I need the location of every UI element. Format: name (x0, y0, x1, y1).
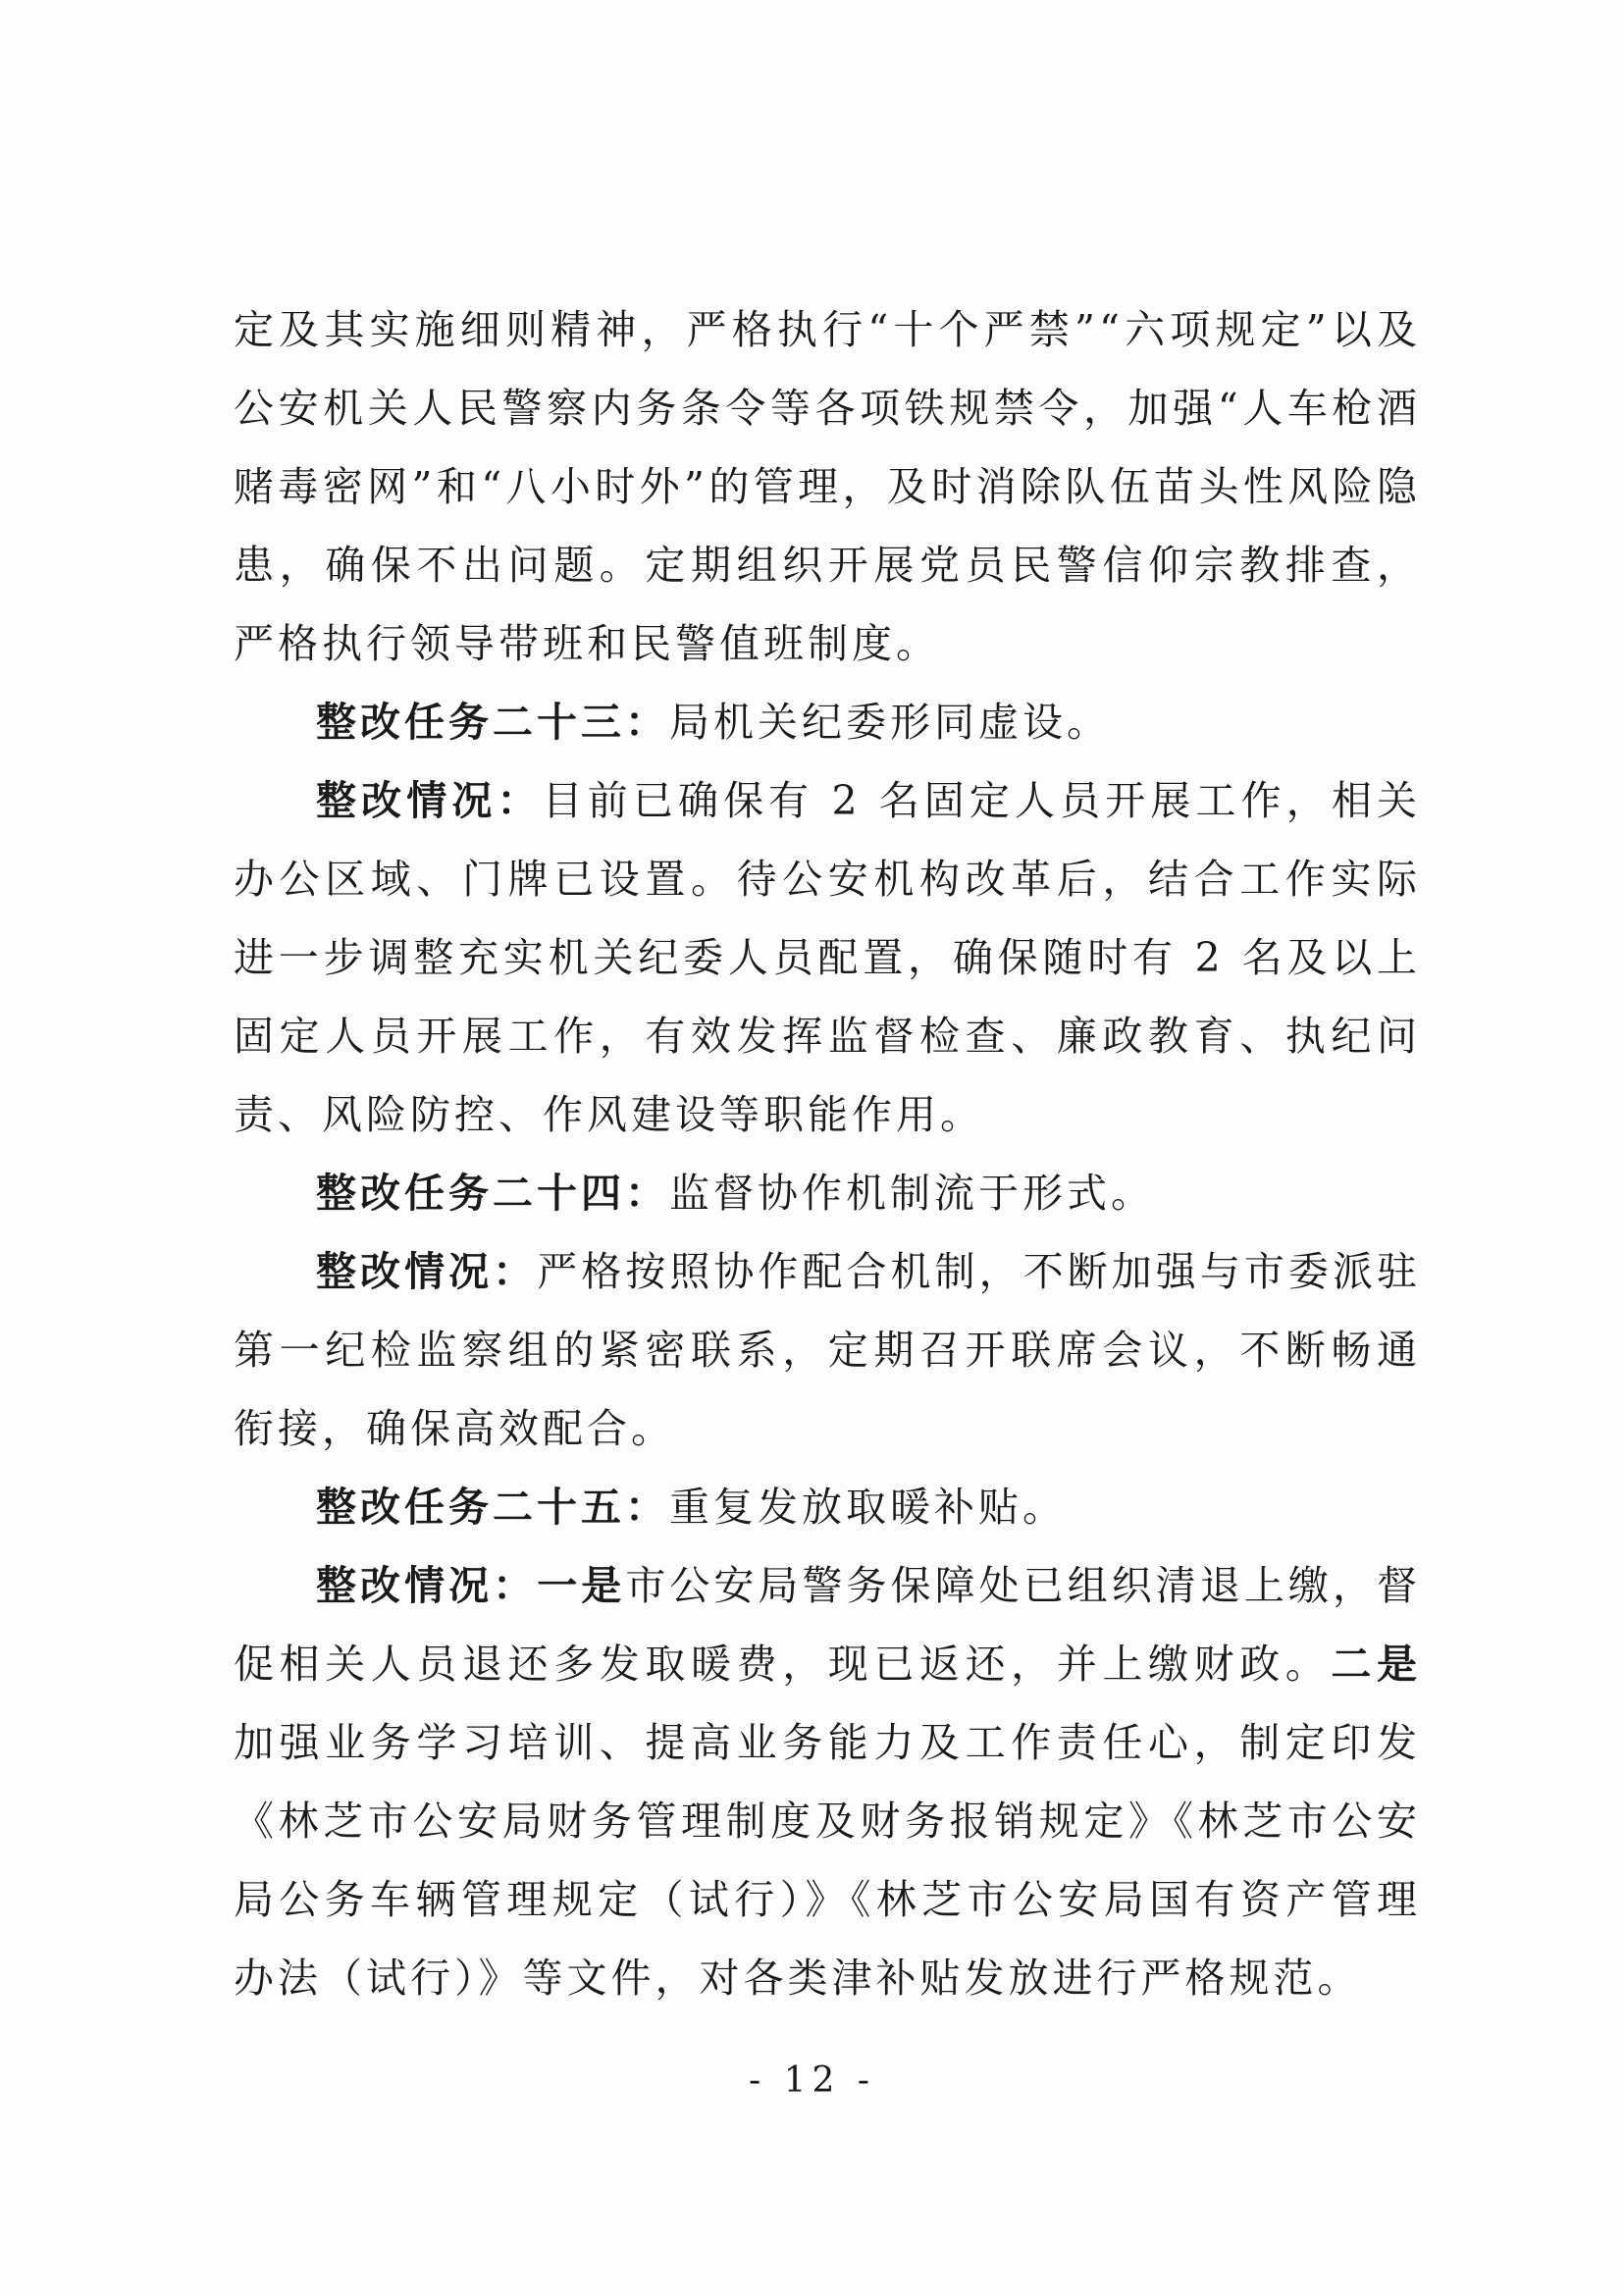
status-text: 严格按照协作配合机制，不断加强与市委派驻第一纪检监察组的紧密联系，定期召开联席会议，不断畅通衔接，确保高效配合。 (234, 1248, 1422, 1452)
rectification-task-24 (234, 1154, 1421, 1232)
rectification-status-23 (234, 761, 1421, 1154)
task-text: 局机关纪委形同虚设。 (669, 699, 1111, 746)
status-heading: 整改情况： (316, 1562, 538, 1609)
task-text: 监督协作机制流于形式。 (669, 1170, 1155, 1217)
status-text: 目前已确保有 2 名固定人员开展工作，相关办公区域、门牌已设置。待公安机构改革后，结合工作实际进一步调整充实机关纪委人员配置，确保随时有 2 名及以上固定人员开展工作，有效发挥监督检查、廉政教育、执纪问责、风险防控、作风建设等职能作用。 (234, 777, 1421, 1138)
rectification-status-25 (234, 1546, 1421, 2017)
rectification-task-25 (234, 1468, 1421, 1546)
status-heading: 整改情况： (316, 777, 543, 824)
task-heading: 整改任务二十三： (316, 699, 669, 746)
rectification-task-23 (234, 683, 1421, 761)
point-one-label: 一是 (537, 1562, 626, 1609)
rectification-status-24 (234, 1232, 1421, 1468)
task-heading: 整改任务二十四： (316, 1170, 669, 1217)
paragraph-continuation (234, 290, 1421, 683)
page-number: - 12 - (748, 2060, 876, 2101)
point-one-text: 市公安局警务保障处已组织清退上缴，督促相关人员退还多发取暖费，现已返还，并上缴财政。 (234, 1562, 1422, 1688)
task-text: 重复发放取暖补贴。 (669, 1484, 1067, 1531)
status-heading: 整改情况： (316, 1248, 538, 1295)
point-two-text: 加强业务学习培训、提高业务能力及工作责任心，制定印发《林芝市公安局财务管理制度及财务报销规定》《林芝市公安局公务车辆管理规定（试行）》《林芝市公安局国有资产管理办法（试行）》等文件，对各类津补贴发放进行严格规范。 (234, 1719, 1421, 2002)
paragraph-text: 定及其实施细则精神，严格执行“十个严禁”“六项规定”以及公安机关人民警察内务条令等各项铁规禁令，加强“人车枪酒赌毒密网”和“八小时外”的管理，及时消除队伍苗头性风险隐患，确保不出问题。定期组织开展党员民警信仰宗教排查，严格执行领导带班和民警值班制度。 (234, 306, 1421, 667)
task-heading: 整改任务二十五： (316, 1484, 669, 1531)
point-two-label: 二是 (1331, 1641, 1422, 1688)
document-body (234, 290, 1421, 2017)
